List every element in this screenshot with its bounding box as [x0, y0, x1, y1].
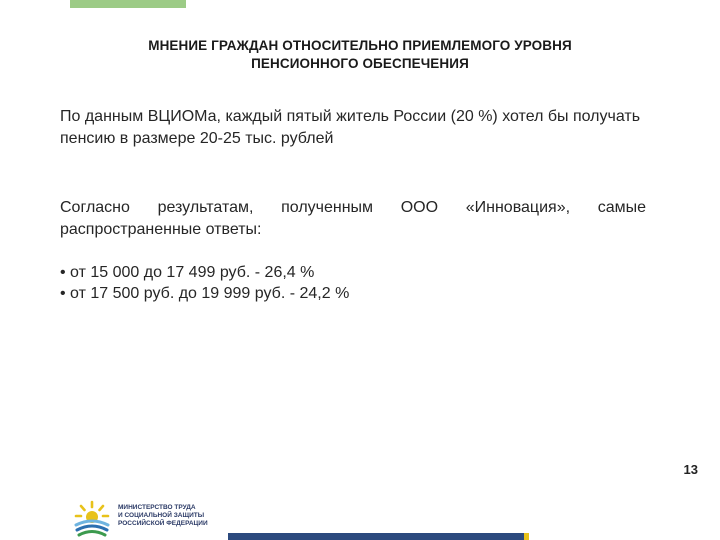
innovation-paragraph-line-2: распространенные ответы:: [60, 221, 262, 238]
slide-title: [60, 37, 660, 73]
footer-bar: [228, 533, 524, 540]
innovation-paragraph: [60, 197, 646, 241]
list-item: • от 17 500 руб. до 19 999 руб. - 24,2 %: [60, 285, 350, 302]
page-number: 13: [683, 462, 698, 477]
top-accent-bar: [70, 0, 186, 8]
ministry-name-line-1: МИНИСТЕРСТВО ТРУДА: [118, 504, 196, 511]
answers-list: [60, 262, 646, 304]
list-item: • от 15 000 до 17 499 руб. - 26,4 %: [60, 264, 315, 281]
ministry-name-line-3: РОССИЙСКОЙ ФЕДЕРАЦИИ: [118, 520, 208, 527]
ministry-name-line-2: И СОЦИАЛЬНОЙ ЗАЩИТЫ: [118, 512, 205, 519]
footer-bar-accent: [524, 533, 529, 540]
ministry-sun-logo-icon: [72, 498, 112, 538]
slide-title-line-2: ПЕНСИОННОГО ОБЕСПЕЧЕНИЯ: [251, 56, 469, 71]
ministry-name: [118, 504, 238, 528]
slide-title-line-1: МНЕНИЕ ГРАЖДАН ОТНОСИТЕЛЬНО ПРИЕМЛЕМОГО УРОВНЯ: [148, 38, 572, 53]
vciom-paragraph: По данным ВЦИОМа, каждый пятый житель России (20 %) хотел бы получать пенсию в размере 20-25 тыс. рублей: [60, 108, 641, 147]
innovation-paragraph-line-1: Согласно результатам, полученным ООО «Инновация», самые: [60, 199, 646, 216]
